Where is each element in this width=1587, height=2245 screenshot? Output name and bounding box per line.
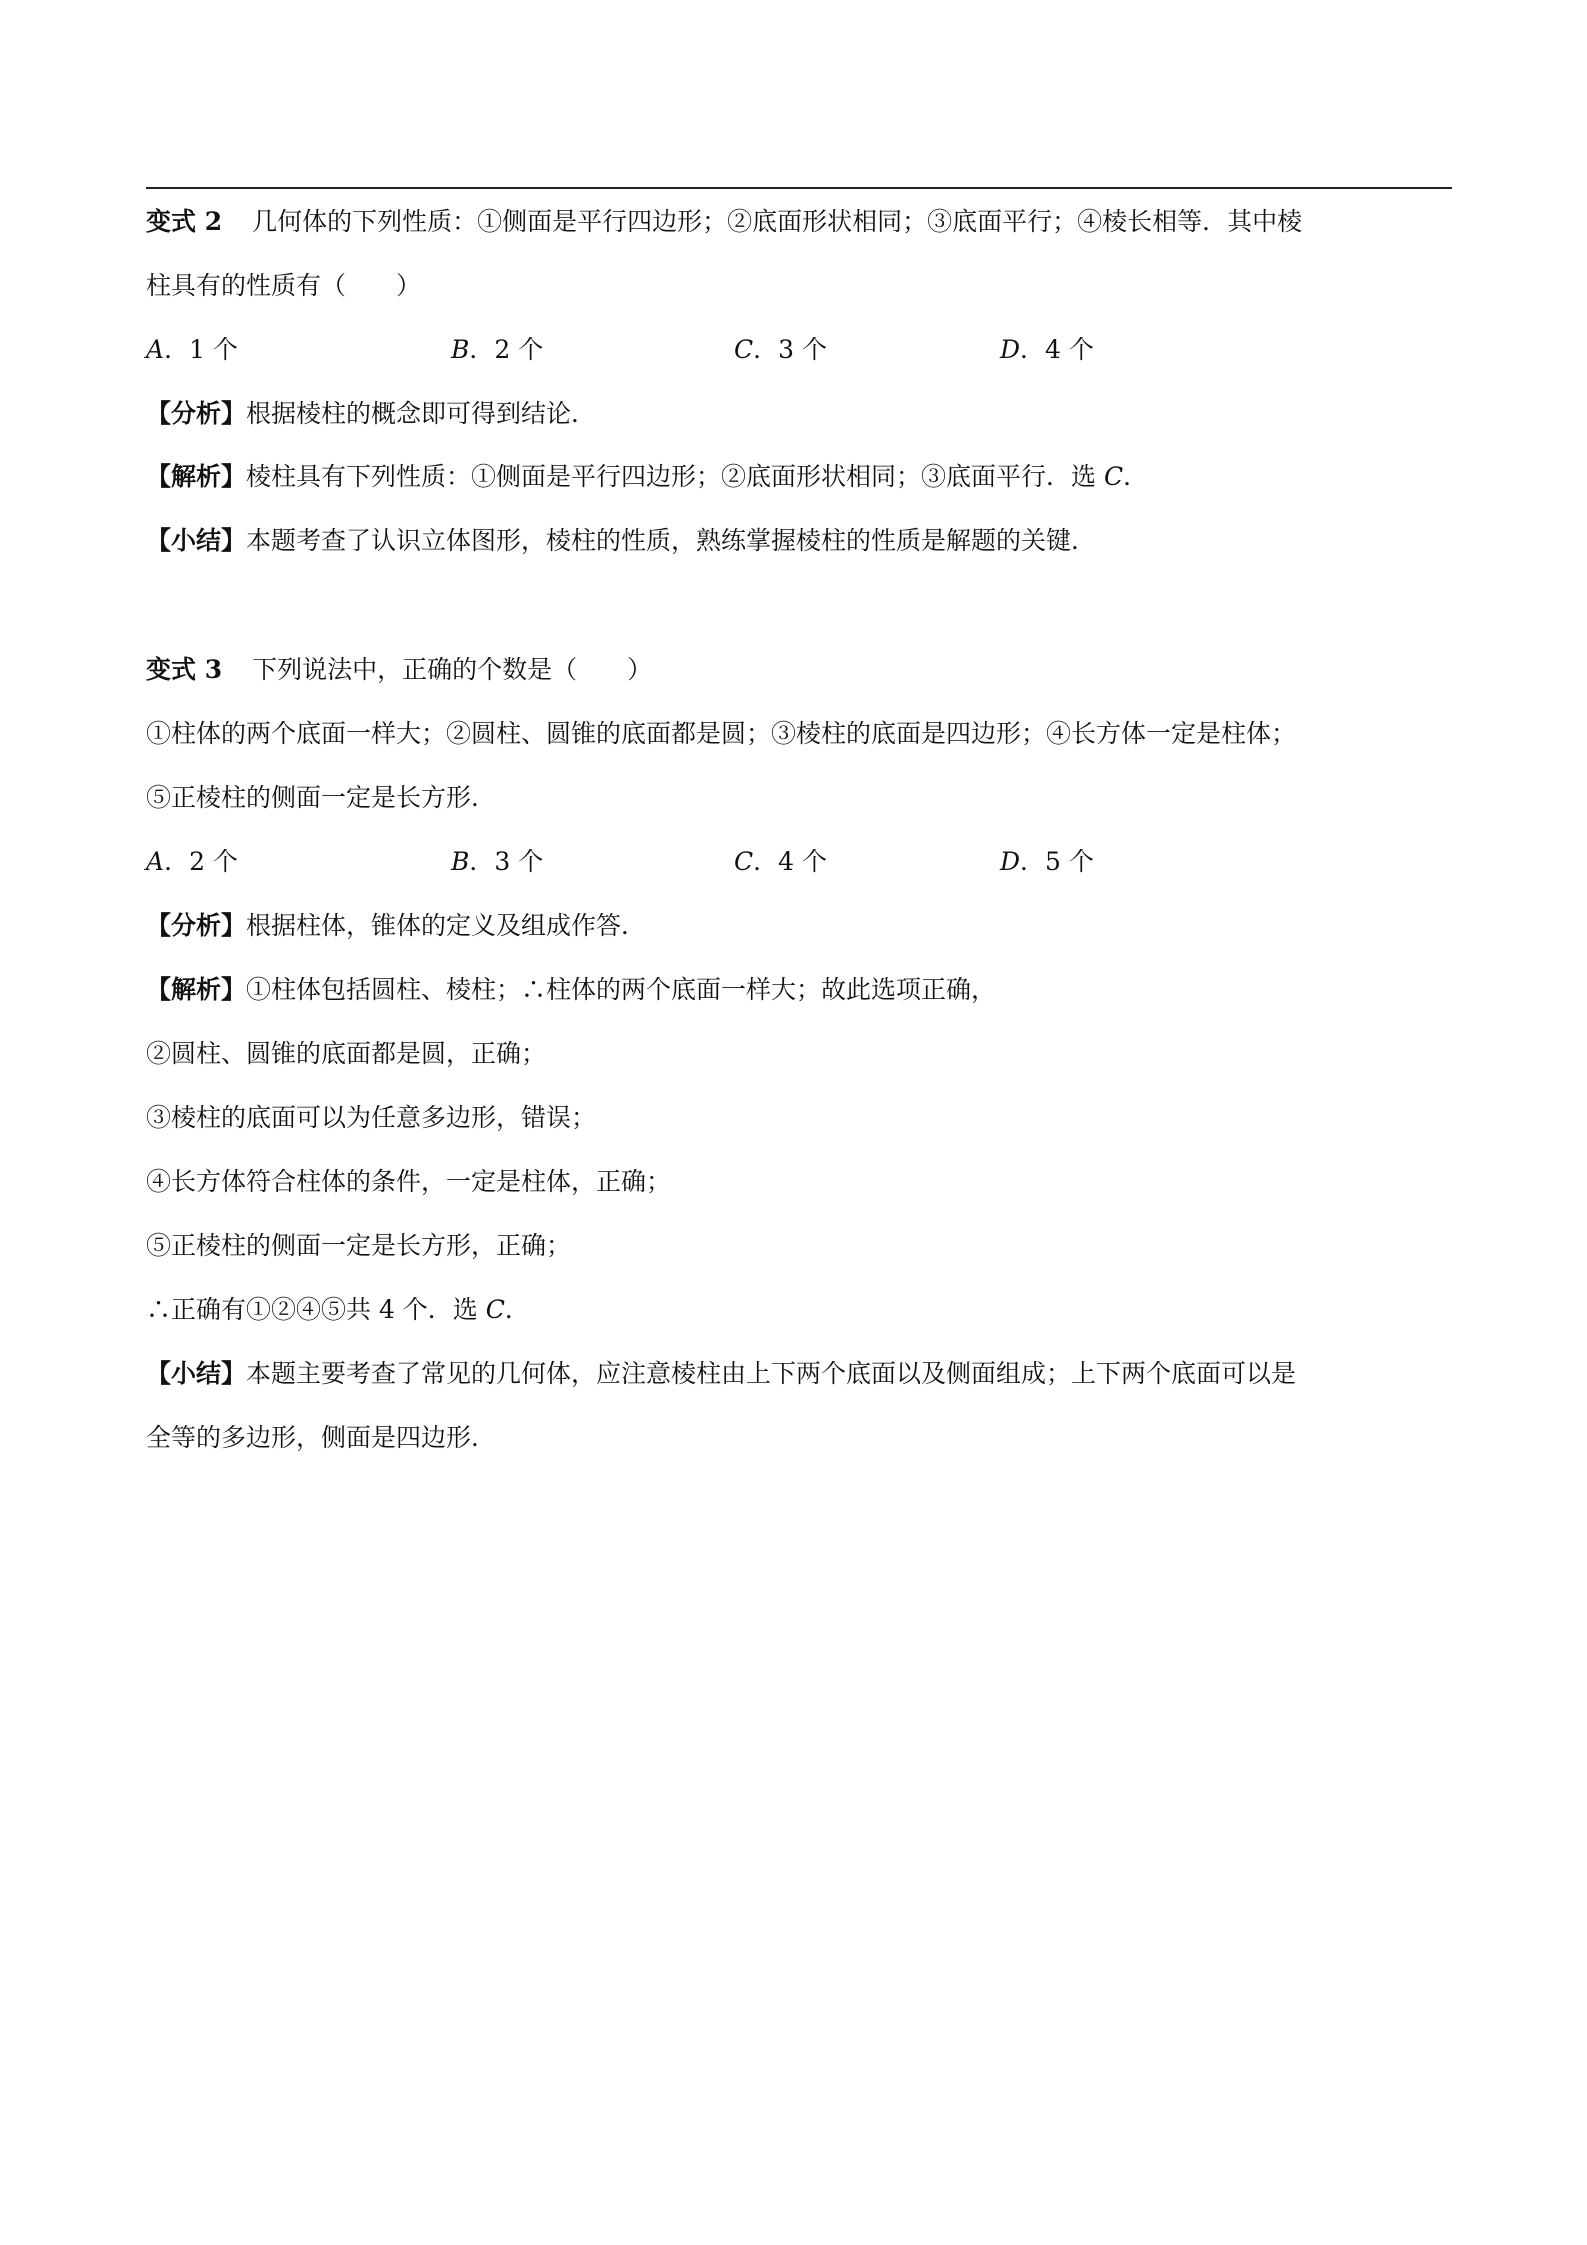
q3-option-d	[1000, 845, 1094, 879]
q2-analysis-text: 根据棱柱的概念即可得到结论．	[246, 399, 597, 428]
q2-option-b	[451, 333, 543, 367]
q2-option-c-text: ．3 个	[753, 335, 827, 364]
q3-option-d-text: ．5 个	[1020, 847, 1094, 876]
q2-option-b-text: ．2 个	[469, 335, 544, 364]
q2-solution-tag: 【解析】	[146, 462, 247, 491]
q3-stem-line2: ①柱体的两个底面一样大；②圆柱、圆锥的底面都是圆；③棱柱的底面是四边形；④长方体一定是柱体；	[146, 719, 1297, 748]
q3-option-b-text: ．3 个	[469, 847, 544, 876]
q2-solution-choice: C	[1103, 462, 1124, 491]
q3-summary-tag: 【小结】	[146, 1359, 247, 1388]
q2-summary	[146, 524, 1096, 558]
q3-solution-line3: ③棱柱的底面可以为任意多边形，错误；	[146, 1103, 597, 1132]
q3-option-c-text: ．4 个	[753, 847, 827, 876]
q3-analysis-tag: 【分析】	[146, 911, 247, 940]
q2-solution-text: 棱柱具有下列性质：①侧面是平行四边形；②底面形状相同；③底面平行．选	[246, 462, 1104, 491]
q2-stem-line2: 柱具有的性质有（ ）	[146, 271, 422, 300]
q2-stem-text1: 几何体的下列性质：①侧面是平行四边形；②底面形状相同；③底面平行；④棱长相等．其中棱	[252, 207, 1303, 236]
q3-stem-line1	[146, 653, 652, 687]
q3-solution-line4: ④长方体符合柱体的条件，一定是柱体，正确；	[146, 1167, 672, 1196]
q2-option-c	[734, 333, 827, 367]
q3-option-c-letter: C	[734, 847, 754, 876]
q2-solution-end: ．	[1123, 462, 1149, 491]
q2-option-b-letter: B	[451, 335, 470, 364]
q3-stem-text1: 下列说法中，正确的个数是（ ）	[252, 655, 653, 684]
q3-solution-line6-text: ∴正确有①②④⑤共 4 个．选	[146, 1295, 486, 1324]
q3-summary-line1	[146, 1357, 1296, 1391]
q3-solution-line6	[146, 1293, 530, 1327]
q3-solution-line2: ②圆柱、圆锥的底面都是圆，正确；	[146, 1039, 547, 1068]
q3-analysis	[146, 909, 646, 943]
q2-analysis	[146, 397, 596, 431]
q3-option-a	[146, 845, 238, 879]
q2-summary-tag: 【小结】	[146, 526, 247, 555]
q3-summary-text1: 本题主要考查了常见的几何体，应注意棱柱由上下两个底面以及侧面组成；上下两个底面可以是	[246, 1359, 1297, 1388]
q2-option-a-letter: A	[146, 335, 165, 364]
header-rule	[146, 187, 1452, 189]
q2-option-c-letter: C	[734, 335, 754, 364]
q3-option-b	[451, 845, 543, 879]
q2-summary-text: 本题考查了认识立体图形，棱柱的性质，熟练掌握棱柱的性质是解题的关键．	[246, 526, 1097, 555]
q3-option-a-letter: A	[146, 847, 165, 876]
q3-solution-line6-end: ．	[504, 1295, 530, 1324]
q2-option-a-text: ．1 个	[164, 335, 238, 364]
q3-solution-line5: ⑤正棱柱的侧面一定是长方形，正确；	[146, 1231, 572, 1260]
q2-solution	[146, 460, 1148, 494]
q2-label: 变式 2	[146, 207, 223, 236]
q3-solution-tag: 【解析】	[146, 975, 247, 1004]
q3-solution-line1	[146, 973, 996, 1007]
q3-option-a-text: ．2 个	[164, 847, 238, 876]
q2-options	[146, 333, 1146, 367]
q3-options	[146, 845, 1146, 879]
q2-stem-line1	[146, 205, 1302, 239]
q3-option-c	[734, 845, 827, 879]
q3-label: 变式 3	[146, 655, 223, 684]
q3-option-d-letter: D	[1000, 847, 1021, 876]
q2-option-a	[146, 333, 238, 367]
q2-option-d-text: ．4 个	[1020, 335, 1094, 364]
q2-option-d-letter: D	[1000, 335, 1021, 364]
q3-analysis-text: 根据柱体，锥体的定义及组成作答．	[246, 911, 647, 940]
q3-summary-line2: 全等的多边形，侧面是四边形．	[146, 1423, 497, 1452]
q3-solution-text1: ①柱体包括圆柱、棱柱；∴柱体的两个底面一样大；故此选项正确，	[246, 975, 997, 1004]
q3-option-b-letter: B	[451, 847, 470, 876]
q2-option-d	[1000, 333, 1094, 367]
q3-stem-line3: ⑤正棱柱的侧面一定是长方形．	[146, 783, 497, 812]
q3-solution-line6-choice: C	[485, 1295, 505, 1324]
q2-analysis-tag: 【分析】	[146, 399, 247, 428]
